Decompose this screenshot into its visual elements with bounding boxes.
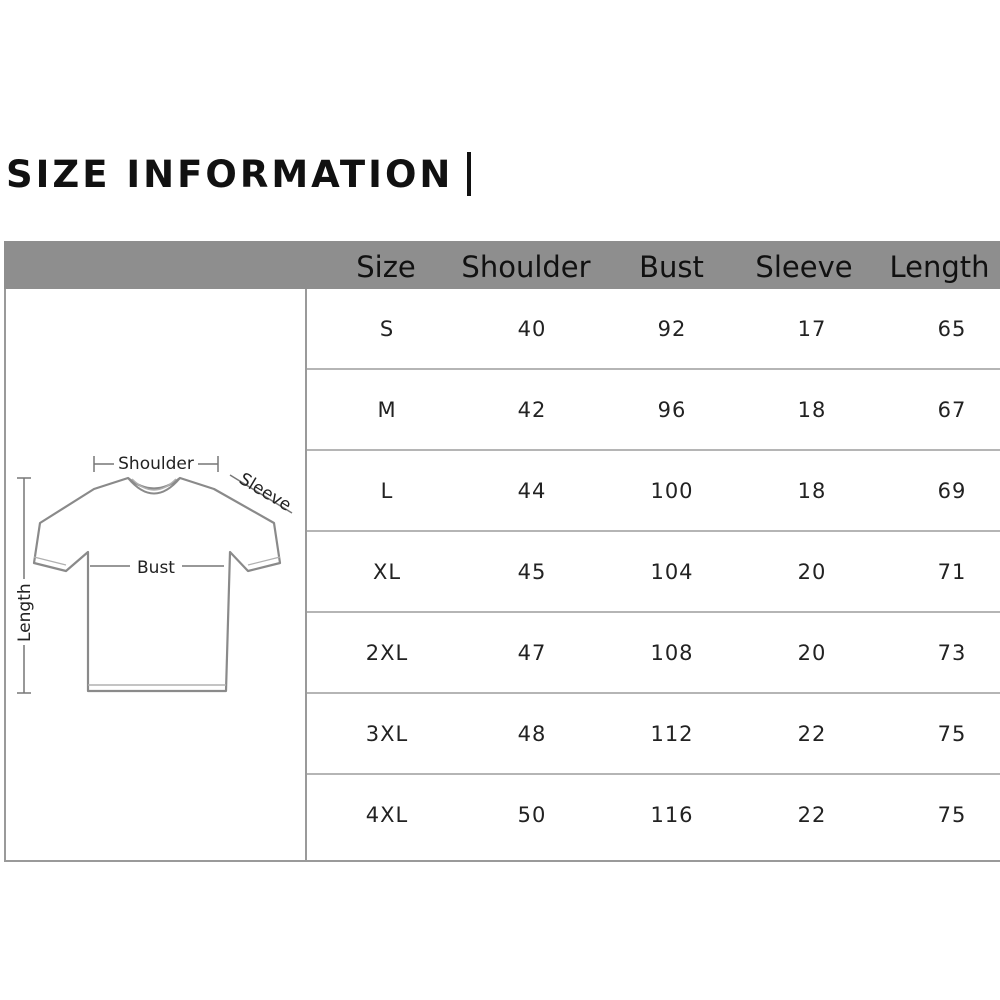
cell-bust: 96 [657, 398, 687, 422]
header-size: Size [356, 250, 416, 284]
tshirt-measurement-diagram [4, 289, 305, 862]
cell-shoulder: 45 [517, 560, 547, 584]
cell-size: 4XL [365, 803, 409, 827]
bust-label: Bust [137, 558, 175, 578]
table-row [307, 370, 1000, 451]
cell-bust: 92 [657, 317, 687, 341]
cell-sleeve: 20 [797, 641, 827, 665]
cell-bust: 112 [650, 722, 694, 746]
cell-bust: 108 [650, 641, 694, 665]
header-bust: Bust [639, 250, 704, 284]
cell-shoulder: 44 [517, 479, 547, 503]
title-divider-bar [467, 152, 471, 196]
cell-sleeve: 20 [797, 560, 827, 584]
cell-bust: 100 [650, 479, 694, 503]
page-title [6, 152, 471, 196]
cell-shoulder: 48 [517, 722, 547, 746]
cell-size: S [379, 317, 395, 341]
cell-length: 65 [937, 317, 967, 341]
cell-length: 69 [937, 479, 967, 503]
cell-size: XL [372, 560, 402, 584]
cell-length: 75 [937, 803, 967, 827]
cell-sleeve: 22 [797, 803, 827, 827]
cell-sleeve: 17 [797, 317, 827, 341]
table-row [307, 451, 1000, 532]
cell-length: 75 [937, 722, 967, 746]
cell-size: M [377, 398, 397, 422]
size-table-rows [307, 289, 1000, 860]
cell-bust: 116 [650, 803, 694, 827]
cell-sleeve: 18 [797, 398, 827, 422]
cell-length: 67 [937, 398, 967, 422]
cell-size: 2XL [365, 641, 409, 665]
cell-shoulder: 47 [517, 641, 547, 665]
table-row [307, 613, 1000, 694]
cell-size: L [380, 479, 394, 503]
cell-shoulder: 40 [517, 317, 547, 341]
length-label: Length [15, 583, 35, 642]
page-title-text: SIZE INFORMATION [6, 152, 454, 196]
header-sleeve: Sleeve [755, 250, 853, 284]
table-row [307, 289, 1000, 370]
sleeve-label: Sleeve [235, 469, 295, 516]
table-header [4, 241, 1000, 289]
diagram-panel [4, 289, 307, 862]
shoulder-label: Shoulder [118, 454, 194, 474]
cell-size: 3XL [365, 722, 409, 746]
cell-shoulder: 42 [517, 398, 547, 422]
header-shoulder: Shoulder [461, 250, 591, 284]
header-length: Length [889, 250, 990, 284]
cell-shoulder: 50 [517, 803, 547, 827]
table-row [307, 694, 1000, 775]
cell-bust: 104 [650, 560, 694, 584]
table-row [307, 775, 1000, 856]
cell-length: 71 [937, 560, 967, 584]
cell-sleeve: 22 [797, 722, 827, 746]
cell-sleeve: 18 [797, 479, 827, 503]
cell-length: 73 [937, 641, 967, 665]
tshirt-icon [34, 478, 280, 691]
table-row [307, 532, 1000, 613]
